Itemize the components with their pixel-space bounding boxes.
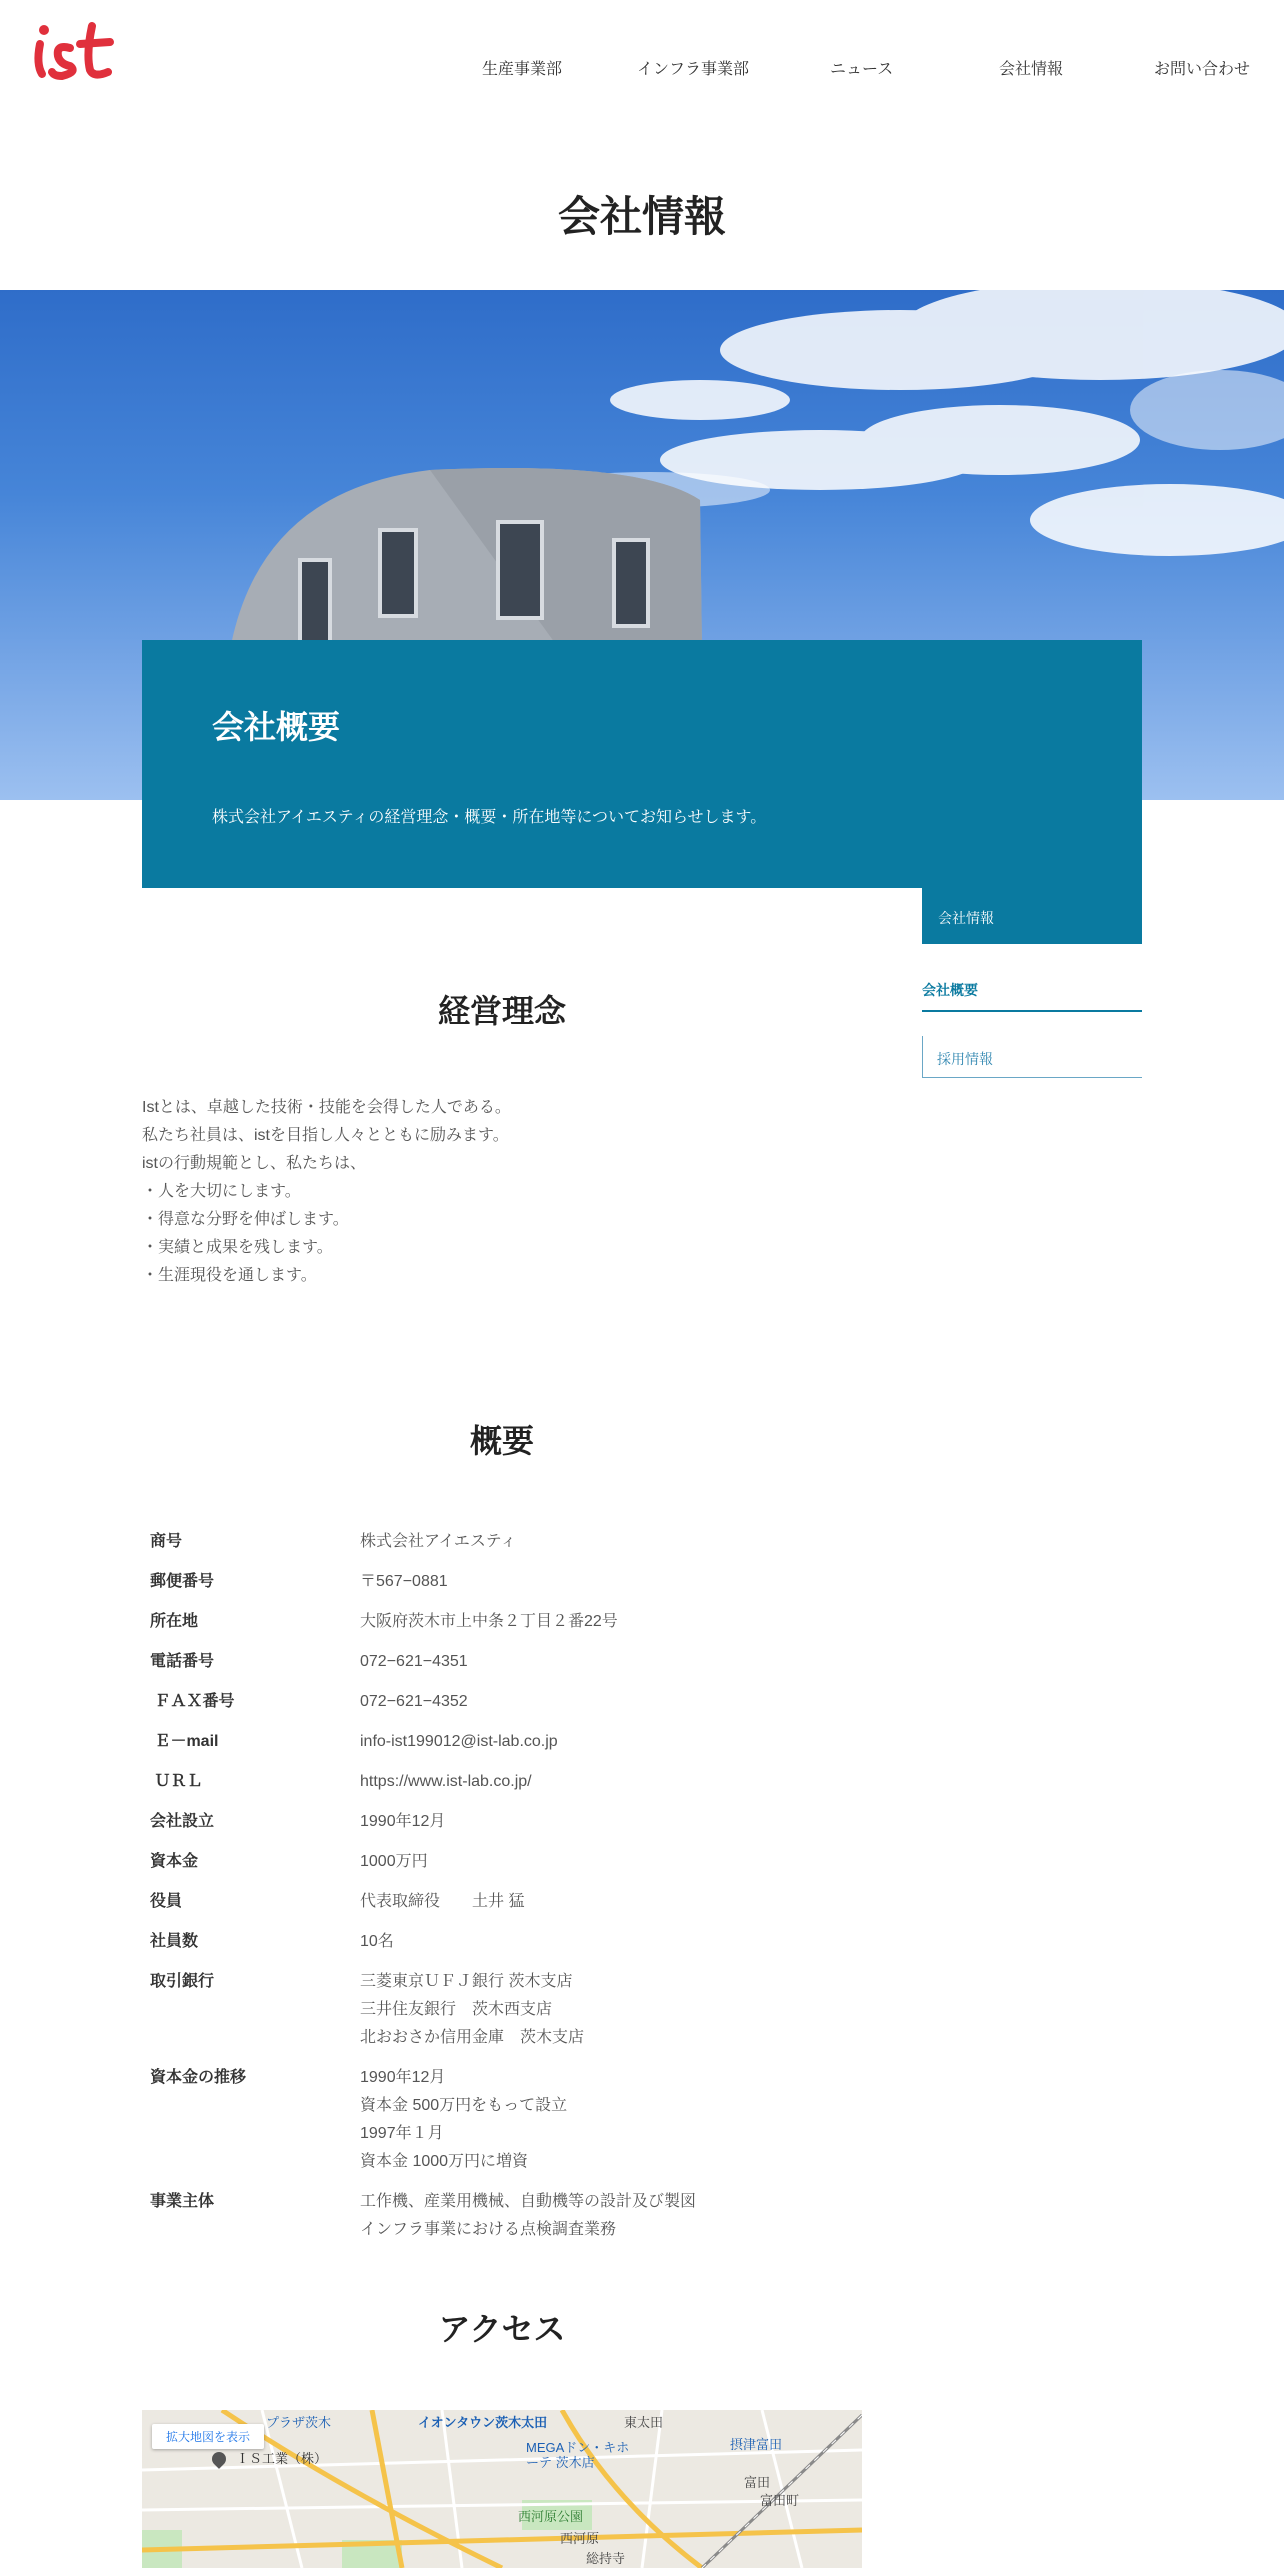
row-label: 事業主体 [150, 2193, 215, 2210]
enlarge-map-button[interactable]: 拡大地図を表示 [152, 2424, 264, 2449]
access-map[interactable] [142, 2410, 862, 2568]
email-value[interactable]: info-ist199012@ist-lab.co.jp [360, 1733, 558, 1750]
nav-company[interactable]: 会社情報 [999, 61, 1064, 78]
philosophy-text [142, 1094, 842, 1290]
map-label: プラザ茨木 [266, 2415, 332, 2430]
value-line: 北おおさか信用金庫 茨木支店 [360, 2029, 585, 2046]
philosophy-line: ・得意な分野を伸ばします。 [142, 1211, 349, 1228]
value-line: 資本金 1000万円に増資 [360, 2153, 529, 2170]
table-row [142, 1882, 862, 1922]
overview-banner [142, 640, 1142, 888]
map-label: イオンタウン茨木太田 [418, 2415, 548, 2430]
row-value [360, 1848, 862, 1876]
value-line: 1997年１月 [360, 2125, 444, 2142]
value-line: 1990年12月 [360, 1813, 446, 1830]
value-line: インフラ事業における点検調査業務 [360, 2221, 617, 2238]
table-row [142, 2182, 862, 2250]
row-value [360, 1568, 862, 1596]
row-value [360, 1728, 862, 1756]
banner-description: 株式会社アイエスティの経営理念・概要・所在地等についてお知らせします。 [212, 809, 767, 826]
value-line: 1990年12月 [360, 2069, 446, 2086]
row-label: 取引銀行 [150, 1973, 215, 1990]
table-row [142, 1682, 862, 1722]
company-info-table [142, 1522, 862, 2250]
sidebar-item-recruit[interactable]: 採用情報 [922, 1036, 1142, 1078]
philosophy-line: Istとは、卓越した技術・技能を会得した人である。 [142, 1099, 511, 1116]
row-label: 商号 [150, 1533, 183, 1550]
value-line: 三井住友銀行 茨木西支店 [360, 2001, 553, 2018]
row-value [360, 1928, 862, 1956]
map-label: 西河原公園 [518, 2509, 584, 2524]
table-row [142, 1842, 862, 1882]
map-label: 富田 [744, 2475, 771, 2490]
main-nav [0, 56, 1284, 80]
value-line: 072−621−4352 [360, 1693, 468, 1710]
map-label: 総持寺 [586, 2551, 626, 2566]
nav-news[interactable]: ニュース [830, 61, 894, 78]
philosophy-line: 私たち社員は、istを目指し人々とともに励みます。 [142, 1127, 509, 1144]
table-row [142, 1522, 862, 1562]
row-label: 所在地 [150, 1613, 199, 1630]
row-value [360, 2188, 862, 2244]
map-label: MEGAドン・キホーテ 茨木店 [526, 2440, 630, 2470]
map-label: ＩＳ工業（株） [236, 2451, 328, 2466]
value-line: 〒567−0881 [360, 1573, 448, 1590]
value-line: 三菱東京ＵＦＪ銀行 茨木支店 [360, 1973, 573, 1990]
access-title: アクセス [438, 2311, 566, 2347]
row-value [360, 1968, 862, 2052]
row-label: 役員 [150, 1893, 183, 1910]
philosophy-line: ・実績と成果を残します。 [142, 1239, 333, 1256]
table-row [142, 1762, 862, 1802]
row-label: 郵便番号 [150, 1573, 215, 1590]
row-label: ＵＲＬ [150, 1773, 203, 1790]
table-row [142, 2058, 862, 2182]
table-row [142, 1922, 862, 1962]
table-row [142, 1962, 862, 2058]
map-label: 東太田 [624, 2415, 664, 2430]
table-row [142, 1802, 862, 1842]
table-row [142, 1562, 862, 1602]
value-line: 大阪府茨木市上中条２丁目２番22号 [360, 1613, 618, 1630]
overview-title: 概要 [469, 1423, 534, 1459]
row-label: Ｅ－mail [150, 1733, 219, 1750]
row-value [360, 1648, 862, 1676]
row-label: 資本金 [150, 1853, 199, 1870]
value-line: 072−621−4351 [360, 1653, 468, 1670]
value-line: 資本金 500万円をもって設立 [360, 2097, 568, 2114]
row-label: 資本金の推移 [150, 2069, 247, 2086]
row-value [360, 1688, 862, 1716]
row-value [360, 1608, 862, 1636]
nav-production[interactable]: 生産事業部 [482, 61, 563, 78]
row-value [360, 2064, 862, 2176]
nav-contact[interactable]: お問い合わせ [1154, 61, 1251, 78]
row-label: 会社設立 [150, 1813, 215, 1830]
row-label: 電話番号 [150, 1653, 215, 1670]
value-line: 株式会社アイエスティ [360, 1533, 517, 1550]
table-row [142, 1722, 862, 1762]
row-value [360, 1888, 862, 1916]
page-title: 会社情報 [557, 195, 726, 241]
sidebar-header: 会社情報 [922, 888, 1142, 944]
value-line: 10名 [360, 1933, 394, 1950]
nav-infrastructure[interactable]: インフラ事業部 [637, 61, 750, 78]
table-row [142, 1602, 862, 1642]
map-label: 摂津富田 [730, 2437, 783, 2452]
row-label: ＦＡＸ番号 [150, 1693, 235, 1710]
banner-title: 会社概要 [212, 709, 341, 745]
philosophy-line: ・生涯現役を通します。 [142, 1267, 317, 1284]
value-line: 1000万円 [360, 1853, 428, 1870]
map-label: 西河原 [560, 2531, 600, 2546]
row-value [360, 1768, 862, 1796]
row-value [360, 1528, 862, 1556]
sidebar-item-overview[interactable]: 会社概要 [922, 980, 1142, 1012]
row-label: 社員数 [150, 1933, 199, 1950]
philosophy-line: istの行動規範とし、私たちは、 [142, 1155, 367, 1172]
url-link[interactable]: https://www.ist-lab.co.jp/ [360, 1773, 532, 1790]
map-label: 富田町 [760, 2493, 800, 2508]
philosophy-line: ・人を大切にします。 [142, 1183, 301, 1200]
value-line: 工作機、産業用機械、自動機等の設計及び製図 [360, 2193, 697, 2210]
philosophy-title: 経営理念 [437, 993, 566, 1029]
row-value [360, 1808, 862, 1836]
table-row [142, 1642, 862, 1682]
value-line: 代表取締役 土井 猛 [360, 1893, 525, 1910]
